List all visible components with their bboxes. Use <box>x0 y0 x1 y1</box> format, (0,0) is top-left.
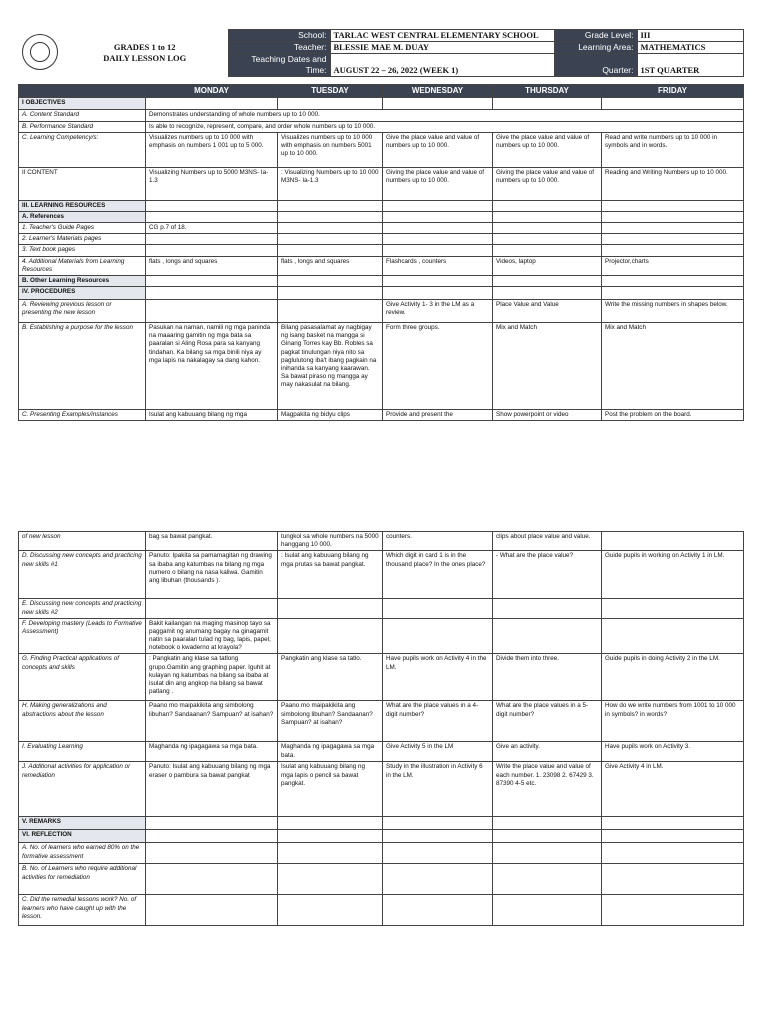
cell-thursday <box>493 830 602 843</box>
cell-tuesday <box>278 817 383 830</box>
cell-monday: Visualizes numbers up to 10 000 with emphasis on numbers 1 001 up to 5 000. <box>146 132 278 167</box>
table-row <box>19 234 744 245</box>
row-label: B. Establishing a purpose for the lesson <box>19 323 146 410</box>
cell-wednesday <box>383 843 493 864</box>
cell-monday <box>146 98 278 110</box>
cell-friday <box>602 98 744 110</box>
cell-monday <box>146 843 278 864</box>
cell-thursday <box>493 275 602 286</box>
row-label: F. Developing mastery (Leads to Formative Assessment) <box>19 618 146 654</box>
row-label: D. Discussing new concepts and practicing new skills #1 <box>19 551 146 599</box>
grade-label: Grade Level: <box>554 30 637 42</box>
cell-friday: Projector,charts <box>602 256 744 275</box>
cell-friday: Read and write numbers up to 10 000 in symbols and in words. <box>602 132 744 167</box>
table-row <box>19 830 744 843</box>
cell-tuesday: Bilang pasasalamat ay nagbigay ng isang basket na mangga si Ginang Torres kay Bb. Robles sa pagkat tinulungan niya nito sa paglulutong iba't ibang pagkain na inihanda sa kanyang kaarawan. Sa bawat piraso ng mangga ay may nakasulat na bilang. <box>278 323 383 410</box>
cell-monday <box>146 599 278 618</box>
cell-friday <box>602 864 744 895</box>
cell-wednesday: What are the place values in a 4-digit number? <box>383 701 493 742</box>
cell-tuesday <box>278 245 383 256</box>
cell-tuesday <box>278 599 383 618</box>
table-row <box>19 287 744 300</box>
table-row <box>19 762 744 817</box>
cell-friday: Write the missing numbers in shapes below. <box>602 300 744 323</box>
cell-monday <box>146 895 278 926</box>
cell-friday <box>602 234 744 245</box>
table-row <box>19 98 744 110</box>
cell-friday <box>602 599 744 618</box>
deped-logo <box>18 30 62 77</box>
cell-monday <box>146 300 278 323</box>
table-row <box>19 532 744 551</box>
cell-wednesday: Provide and present the <box>383 410 493 421</box>
cell-thursday <box>493 843 602 864</box>
row-label: III. LEARNING RESOURCES <box>19 200 146 211</box>
cell-monday <box>146 287 278 300</box>
cell-friday <box>602 223 744 234</box>
cell-thursday: Give an activity. <box>493 742 602 762</box>
cell-wednesday <box>383 599 493 618</box>
cell-friday: Give Activity 4 in LM. <box>602 762 744 817</box>
page-title: GRADES 1 to 12 DAILY LESSON LOG <box>103 42 187 64</box>
cell-wednesday: Giving the place value and value of numbers up to 10 000. <box>383 167 493 200</box>
cell-wednesday <box>383 817 493 830</box>
dates-value: AUGUST 22 – 26, 2022 (WEEK 1) <box>330 54 554 77</box>
day-header-wednesday: WEDNESDAY <box>383 85 493 98</box>
cell-tuesday: : Visualizing Numbers up to 10 000 M3NS- Ia-1.3 <box>278 167 383 200</box>
cell-wednesday <box>383 200 493 211</box>
cell-friday <box>602 275 744 286</box>
cell-thursday: Place Value and Value <box>493 300 602 323</box>
cell-monday: Panuto: Ipakita sa pamamagitan ng drawing sa ibaba ang katumbas na bilang ng mga numero o bilang na nasa kaliwa. Gamitin ang libuhan (thousands ). <box>146 551 278 599</box>
cell-friday: Mix and Match <box>602 323 744 410</box>
cell-friday: Post the problem on the board. <box>602 410 744 421</box>
cell-wednesday <box>383 287 493 300</box>
cell-wednesday <box>383 211 493 222</box>
row-label: 1. Teacher's Guide Pages <box>19 223 146 234</box>
cell-friday <box>602 843 744 864</box>
cell-wednesday <box>383 275 493 286</box>
cell-monday: Bakit kailangan na maging masinop tayo sa paggamit ng anumang bagay na ginagamit natin sa paaralan tulad ng bag, lapis, papel, notebook o kwaderno at krayola? <box>146 618 278 654</box>
cell-tuesday <box>278 98 383 110</box>
cell-thursday <box>493 599 602 618</box>
row-label: H. Making generalizations and abstractions about the lesson <box>19 701 146 742</box>
cell-thursday <box>493 817 602 830</box>
area-label: Learning Area: <box>554 42 637 54</box>
cell-monday <box>146 200 278 211</box>
cell-monday: : Pangkatin ang klase sa tatlong grupo.Gamitin ang graphing paper. Iguhit at kulayan ng katumbas na bilang sa ibaba at isulat din ang angkop na bilang sa bawat patlang . <box>146 654 278 701</box>
table-row <box>19 895 744 926</box>
row-label: C. Did the remedial lessons work? No. of learners who have caught up with the lesson. <box>19 895 146 926</box>
cell-monday: Panuto: Isulat ang kabuuang bilang ng mga eraser o pambura sa bawat pangkat <box>146 762 278 817</box>
cell-tuesday <box>278 234 383 245</box>
row-label: I OBJECTIVES <box>19 98 146 110</box>
cell-wednesday: counters. <box>383 532 493 551</box>
table-row <box>19 817 744 830</box>
cell-monday: Maghanda ng ipagagawa sa mga bata. <box>146 742 278 762</box>
cell-tuesday: flats , longs and squares <box>278 256 383 275</box>
row-label: 4. Additional Materials from Learning Resources <box>19 256 146 275</box>
corner-cell <box>19 85 146 98</box>
cell-friday: Guide pupils in doing Activity 2 in the LM. <box>602 654 744 701</box>
table-row <box>19 245 744 256</box>
cell-tuesday <box>278 843 383 864</box>
cell-wednesday <box>383 895 493 926</box>
row-label: A. No. of learners who earned 80% on the formative assessment <box>19 843 146 864</box>
cell-monday: CG p.7 of 18. <box>146 223 278 234</box>
cell-thursday <box>493 98 602 110</box>
cell-wednesday: Study in the illustration in Activity 6 in the LM. <box>383 762 493 817</box>
cell-thursday <box>493 245 602 256</box>
cell-monday <box>146 864 278 895</box>
table-row <box>19 275 744 286</box>
table-row <box>19 211 744 222</box>
cell-tuesday: Pangkatin ang klase sa tatlo. <box>278 654 383 701</box>
cell-wednesday <box>383 618 493 654</box>
table-row <box>19 300 744 323</box>
cell-wednesday: Which digit in card 1 is in the thousand place? In the ones place? <box>383 551 493 599</box>
cell-monday <box>146 234 278 245</box>
table-row <box>19 864 744 895</box>
row-label: E. Discussing new concepts and practicing new skills #2 <box>19 599 146 618</box>
row-label: J. Additional activities for application or remediation <box>19 762 146 817</box>
quarter-value: 1ST QUARTER <box>637 54 743 77</box>
cell-monday: flats , longs and squares <box>146 256 278 275</box>
cell-tuesday <box>278 864 383 895</box>
cell-thursday: Give the place value and value of numbers up to 10 000. <box>493 132 602 167</box>
cell-wednesday: Give Activity 5 in the LM <box>383 742 493 762</box>
row-label: IV. PROCEDURES <box>19 287 146 300</box>
cell-wednesday: Give the place value and value of numbers up to 10 000. <box>383 132 493 167</box>
day-header-friday: FRIDAY <box>602 85 744 98</box>
table-row <box>19 701 744 742</box>
cell-monday <box>146 211 278 222</box>
cell-friday: Reading and Writing Numbers up to 10 000. <box>602 167 744 200</box>
cell-monday <box>146 275 278 286</box>
cell-thursday: Divide them into three. <box>493 654 602 701</box>
row-label: V. REMARKS <box>19 817 146 830</box>
table-row <box>19 167 744 200</box>
cell-wednesday <box>383 234 493 245</box>
cell-wednesday <box>383 245 493 256</box>
row-label: I. Evaluating Learning <box>19 742 146 762</box>
cell-tuesday <box>278 223 383 234</box>
row-label: C. Presenting Examples/instances <box>19 410 146 421</box>
cell-wednesday <box>383 830 493 843</box>
cell-thursday: - What are the place value? <box>493 551 602 599</box>
row-label: B. Other Learning Resources <box>19 275 146 286</box>
day-header-tuesday: TUESDAY <box>278 85 383 98</box>
cell-tuesday: tungkol sa whole numbers na 5000 hanggang 10 000. <box>278 532 383 551</box>
row-label: B. No. of Learners who require additional activities for remediation <box>19 864 146 895</box>
table-row <box>19 121 744 132</box>
cell-friday <box>602 532 744 551</box>
cell-thursday: Videos, laptop <box>493 256 602 275</box>
cell-monday: bag sa bawat pangkat. <box>146 532 278 551</box>
cell-monday: Isulat ang kabuuang bilang ng mga <box>146 410 278 421</box>
school-label: School: <box>228 30 330 42</box>
cell-friday: How do we write numbers from 1001 to 10 000 in symbols? in words? <box>602 701 744 742</box>
cell-thursday <box>493 864 602 895</box>
cell-thursday <box>493 895 602 926</box>
teacher-label: Teacher: <box>228 42 330 54</box>
area-value: MATHEMATICS <box>637 42 743 54</box>
grade-value: III <box>637 30 743 42</box>
day-header-thursday: THURSDAY <box>493 85 602 98</box>
header <box>18 29 743 77</box>
cell-monday: Visualizing Numbers up to 5000 M3NS- Ia-1.3 <box>146 167 278 200</box>
teacher-value: BLESSIE MAE M. DUAY <box>330 42 554 54</box>
cell-wednesday <box>383 98 493 110</box>
row-label: VI. REFLECTION <box>19 830 146 843</box>
cell-thursday <box>493 287 602 300</box>
cell-tuesday: : Isulat ang kabuuang bilang ng mga prutas sa bawat pangkat. <box>278 551 383 599</box>
row-label: A. References <box>19 211 146 222</box>
cell-thursday: Write the place value and value of each number. 1. 23098 2. 67429 3. 87390 4-5 etc. <box>493 762 602 817</box>
table-row <box>19 654 744 701</box>
cell-tuesday <box>278 200 383 211</box>
row-label: 3. Text book pages <box>19 245 146 256</box>
table-row <box>19 132 744 167</box>
cell-tuesday <box>278 211 383 222</box>
cell-monday <box>146 817 278 830</box>
dates-label: Teaching Dates and Time: <box>228 54 330 77</box>
cell-tuesday <box>278 287 383 300</box>
cell-thursday: Giving the place value and value of numbers up to 10 000. <box>493 167 602 200</box>
cell-thursday <box>493 618 602 654</box>
cell-thursday <box>493 200 602 211</box>
cell-friday <box>602 200 744 211</box>
table-row <box>19 200 744 211</box>
row-span-cell: Is able to recognize, represent, compare, and order whole numbers up to 10 000. <box>146 121 744 132</box>
school-value: TARLAC WEST CENTRAL ELEMENTARY SCHOOL <box>330 30 554 42</box>
cell-wednesday: Have pupils work on Activity 4 in the LM. <box>383 654 493 701</box>
cell-thursday: Show powerpoint or video <box>493 410 602 421</box>
row-span-cell: Demonstrates understanding of whole numbers up to 10 000. <box>146 110 744 121</box>
cell-friday: Have pupils work on Activity 3. <box>602 742 744 762</box>
cell-monday <box>146 830 278 843</box>
cell-monday: Pasukan na naman, namili ng mga paninda na maaaring gamitin ng mga bata sa paaralan si Aling Rosa para sa kanyang tindahan. Ka bilang sa mga binili niya ay mga lapis na nakalagay sa dang kahon. <box>146 323 278 410</box>
table-row <box>19 618 744 654</box>
cell-friday: Guide pupils in working on Activity 1 in LM. <box>602 551 744 599</box>
cell-monday: Paano mo maipakikita ang simbolong libuhan? Sandaanan? Sampuan? at isahan? <box>146 701 278 742</box>
cell-wednesday <box>383 223 493 234</box>
table-row <box>19 843 744 864</box>
cell-friday <box>602 287 744 300</box>
cell-tuesday <box>278 895 383 926</box>
table-row <box>19 223 744 234</box>
table-row <box>19 742 744 762</box>
cell-tuesday <box>278 275 383 286</box>
row-label: of new lesson <box>19 532 146 551</box>
table-row <box>19 410 744 421</box>
day-header-monday: MONDAY <box>146 85 278 98</box>
cell-wednesday: Give Activity 1- 3 in the LM as a review. <box>383 300 493 323</box>
cell-thursday <box>493 234 602 245</box>
cell-friday <box>602 895 744 926</box>
cell-tuesday: Visualizes numbers up to 10 000 with emphasis on numbers 5001 up to 10 000. <box>278 132 383 167</box>
quarter-label: Quarter: <box>554 54 637 77</box>
row-label: II CONTENT <box>19 167 146 200</box>
cell-friday <box>602 817 744 830</box>
cell-monday <box>146 245 278 256</box>
cell-tuesday: Paano mo maipakikita ang simbolong libuhan? Sandaanan? Sampuan? at isahan? <box>278 701 383 742</box>
lesson-table-part1 <box>18 84 743 421</box>
cell-wednesday: Flashcards , counters <box>383 256 493 275</box>
cell-friday <box>602 245 744 256</box>
cell-tuesday <box>278 830 383 843</box>
row-label: C. Learning Competency/s: <box>19 132 146 167</box>
cell-thursday: What are the place values in a 5-digit number? <box>493 701 602 742</box>
table-row <box>19 256 744 275</box>
table-row <box>19 110 744 121</box>
cell-tuesday <box>278 618 383 654</box>
table-row <box>19 551 744 599</box>
row-label: A. Reviewing previous lesson or presenting the new lesson <box>19 300 146 323</box>
cell-thursday <box>493 211 602 222</box>
deped-seal-icon <box>22 34 58 70</box>
cell-tuesday: Magpakita ng bidyu clips <box>278 410 383 421</box>
cell-thursday: Mix and Match <box>493 323 602 410</box>
row-label: G. Finding Practical applications of concepts and skills <box>19 654 146 701</box>
cell-tuesday: Maghanda ng ipagagawa sa mga bata. <box>278 742 383 762</box>
cell-tuesday: Isulat ang kabuuang bilang ng mga lapis o pencil sa bawat pangkat. <box>278 762 383 817</box>
row-label: A. Content Standard <box>19 110 146 121</box>
table-row <box>19 599 744 618</box>
lesson-table-part2 <box>18 531 743 926</box>
row-label: 2. Learner's Materials pages <box>19 234 146 245</box>
cell-wednesday <box>383 864 493 895</box>
cell-thursday <box>493 223 602 234</box>
cell-tuesday <box>278 300 383 323</box>
cell-friday <box>602 618 744 654</box>
cell-friday <box>602 211 744 222</box>
table-row <box>19 323 744 410</box>
cell-wednesday: Form three groups. <box>383 323 493 410</box>
cell-friday <box>602 830 744 843</box>
row-label: B. Performance Standard <box>19 121 146 132</box>
cell-thursday: clips about place value and value. <box>493 532 602 551</box>
